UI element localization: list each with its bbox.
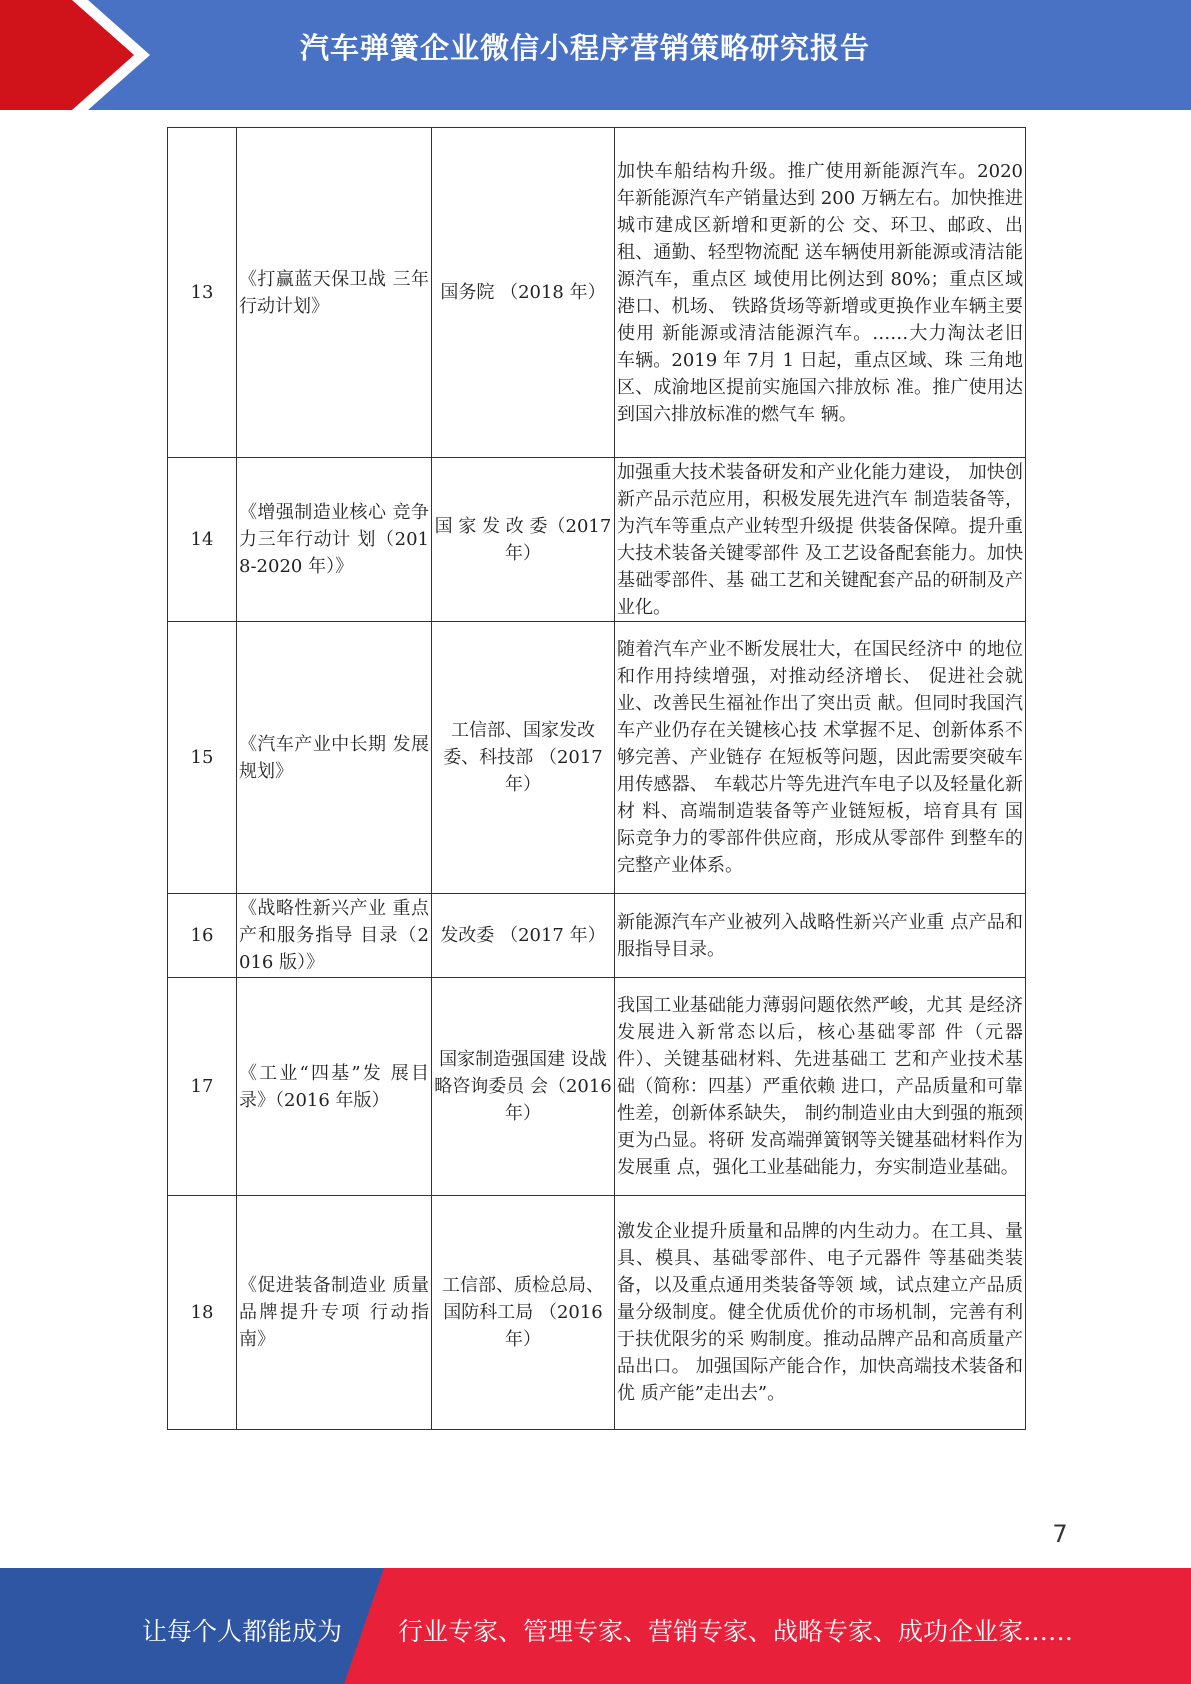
row-number: 17 [168, 978, 237, 1196]
footer-slogan-left: 让每个人都能成为 [142, 1617, 343, 1646]
issuing-body: 工信部、国家发改委、科技部 （2017 年） [432, 622, 615, 894]
page-footer [0, 1568, 1191, 1684]
policy-name: 《战略性新兴产业 重点产和服务指导 目录（2016 版）》 [237, 894, 432, 978]
policy-content: 随着汽车产业不断发展壮大，在国民经济中 的地位和作用持续增强，对推动经济增长、 促进社会就业、改善民生福祉作出了突出贡 献。但同时我国汽车产业仍存在关键核心技 术掌握不足、创新体系不够完善、产业链存 在短板等问题，因此需要突破车用传感器、 车载芯片等先进汽车电子以及轻量化新材 料、高端制造装备等产业链短板，培育具有 国际竞争力的零部件供应商，形成从零部件 到整车的完整产业体系。 [615, 622, 1026, 894]
policy-name: 《促进装备制造业 质量品牌提升专项 行动指南》 [237, 1196, 432, 1430]
row-number: 14 [168, 458, 237, 622]
issuing-body: 国 家 发 改 委（2017 年） [432, 458, 615, 622]
document-title: 汽车弹簧企业微信小程序营销策略研究报告 [300, 31, 871, 65]
issuing-body: 国家制造强国建 设战略咨询委员 会（2016 年） [432, 978, 615, 1196]
issuing-body: 国务院 （2018 年） [432, 128, 615, 458]
row-number: 16 [168, 894, 237, 978]
row-number: 15 [168, 622, 237, 894]
row-number: 18 [168, 1196, 237, 1430]
policy-table [167, 127, 1026, 1430]
issuing-body: 发改委 （2017 年） [432, 894, 615, 978]
row-number: 13 [168, 128, 237, 458]
footer-slogan-right: 行业专家、管理专家、营销专家、战略专家、成功企业家…… [398, 1617, 1074, 1646]
table-row [168, 894, 1026, 978]
page-header [0, 0, 1191, 110]
policy-content: 我国工业基础能力薄弱问题依然严峻，尤其 是经济发展进入新常态以后，核心基础零部 件（元器件）、关键基础材料、先进基础工 艺和产业技术基础（简称：四基）严重依赖 进口，产品质量和可靠性差，创新体系缺失， 制约制造业由大到强的瓶颈更为凸显。将研 发高端弹簧钢等关键基础材料作为发展重 点，强化工业基础能力，夯实制造业基础。 [615, 978, 1026, 1196]
table-row [168, 128, 1026, 458]
policy-content: 激发企业提升质量和品牌的内生动力。在工具、量具、模具、基础零部件、电子元器件 等基础类装备，以及重点通用类装备等领 域，试点建立产品质量分级制度。健全优质优价的市场机制，完善有利于扶优限劣的采 购制度。推动品牌产品和高质量产品出口。 加强国际产能合作，加快高端技术装备和优 质产能”走出去”。 [615, 1196, 1026, 1430]
table-row [168, 1196, 1026, 1430]
policy-content: 加快车船结构升级。推广使用新能源汽车。2020 年新能源汽车产销量达到 200 万辆左右。加快推进城市建成区新增和更新的公 交、环卫、邮政、出租、通勤、轻型物流配 送车辆使用新能源或清洁能源汽车，重点区 域使用比例达到 80%；重点区域港口、机场、 铁路货场等新增或更换作业车辆主要使用 新能源或清洁能源汽车。……大力淘汰老旧 车辆。2019 年 7月 1 日起，重点区域、珠 三角地区、成渝地区提前实施国六排放标 准。推广使用达到国六排放标准的燃气车 辆。 [615, 128, 1026, 458]
policy-name: 《增强制造业核心 竞争力三年行动计 划（2018-2020 年）》 [237, 458, 432, 622]
page-number: 7 [1052, 1520, 1068, 1548]
issuing-body: 工信部、质检总局、国防科工局 （2016 年） [432, 1196, 615, 1430]
chevron-arrow-icon [0, 0, 160, 110]
policy-name: 《打赢蓝天保卫战 三年行动计划》 [237, 128, 432, 458]
policy-content: 新能源汽车产业被列入战略性新兴产业重 点产品和服指导目录。 [615, 894, 1026, 978]
policy-name: 《汽车产业中长期 发展规划》 [237, 622, 432, 894]
policy-content: 加强重大技术装备研发和产业化能力建设， 加快创新产品示范应用，积极发展先进汽车 制造装备等，为汽车等重点产业转型升级提 供装备保障。提升重大技术装备关键零部件 及工艺设备配套能力。加快基础零部件、基 础工艺和关键配套产品的研制及产业化。 [615, 458, 1026, 622]
table-row [168, 978, 1026, 1196]
table-row [168, 622, 1026, 894]
table-row [168, 458, 1026, 622]
policy-name: 《工业“四基”发 展目录》（2016 年版） [237, 978, 432, 1196]
